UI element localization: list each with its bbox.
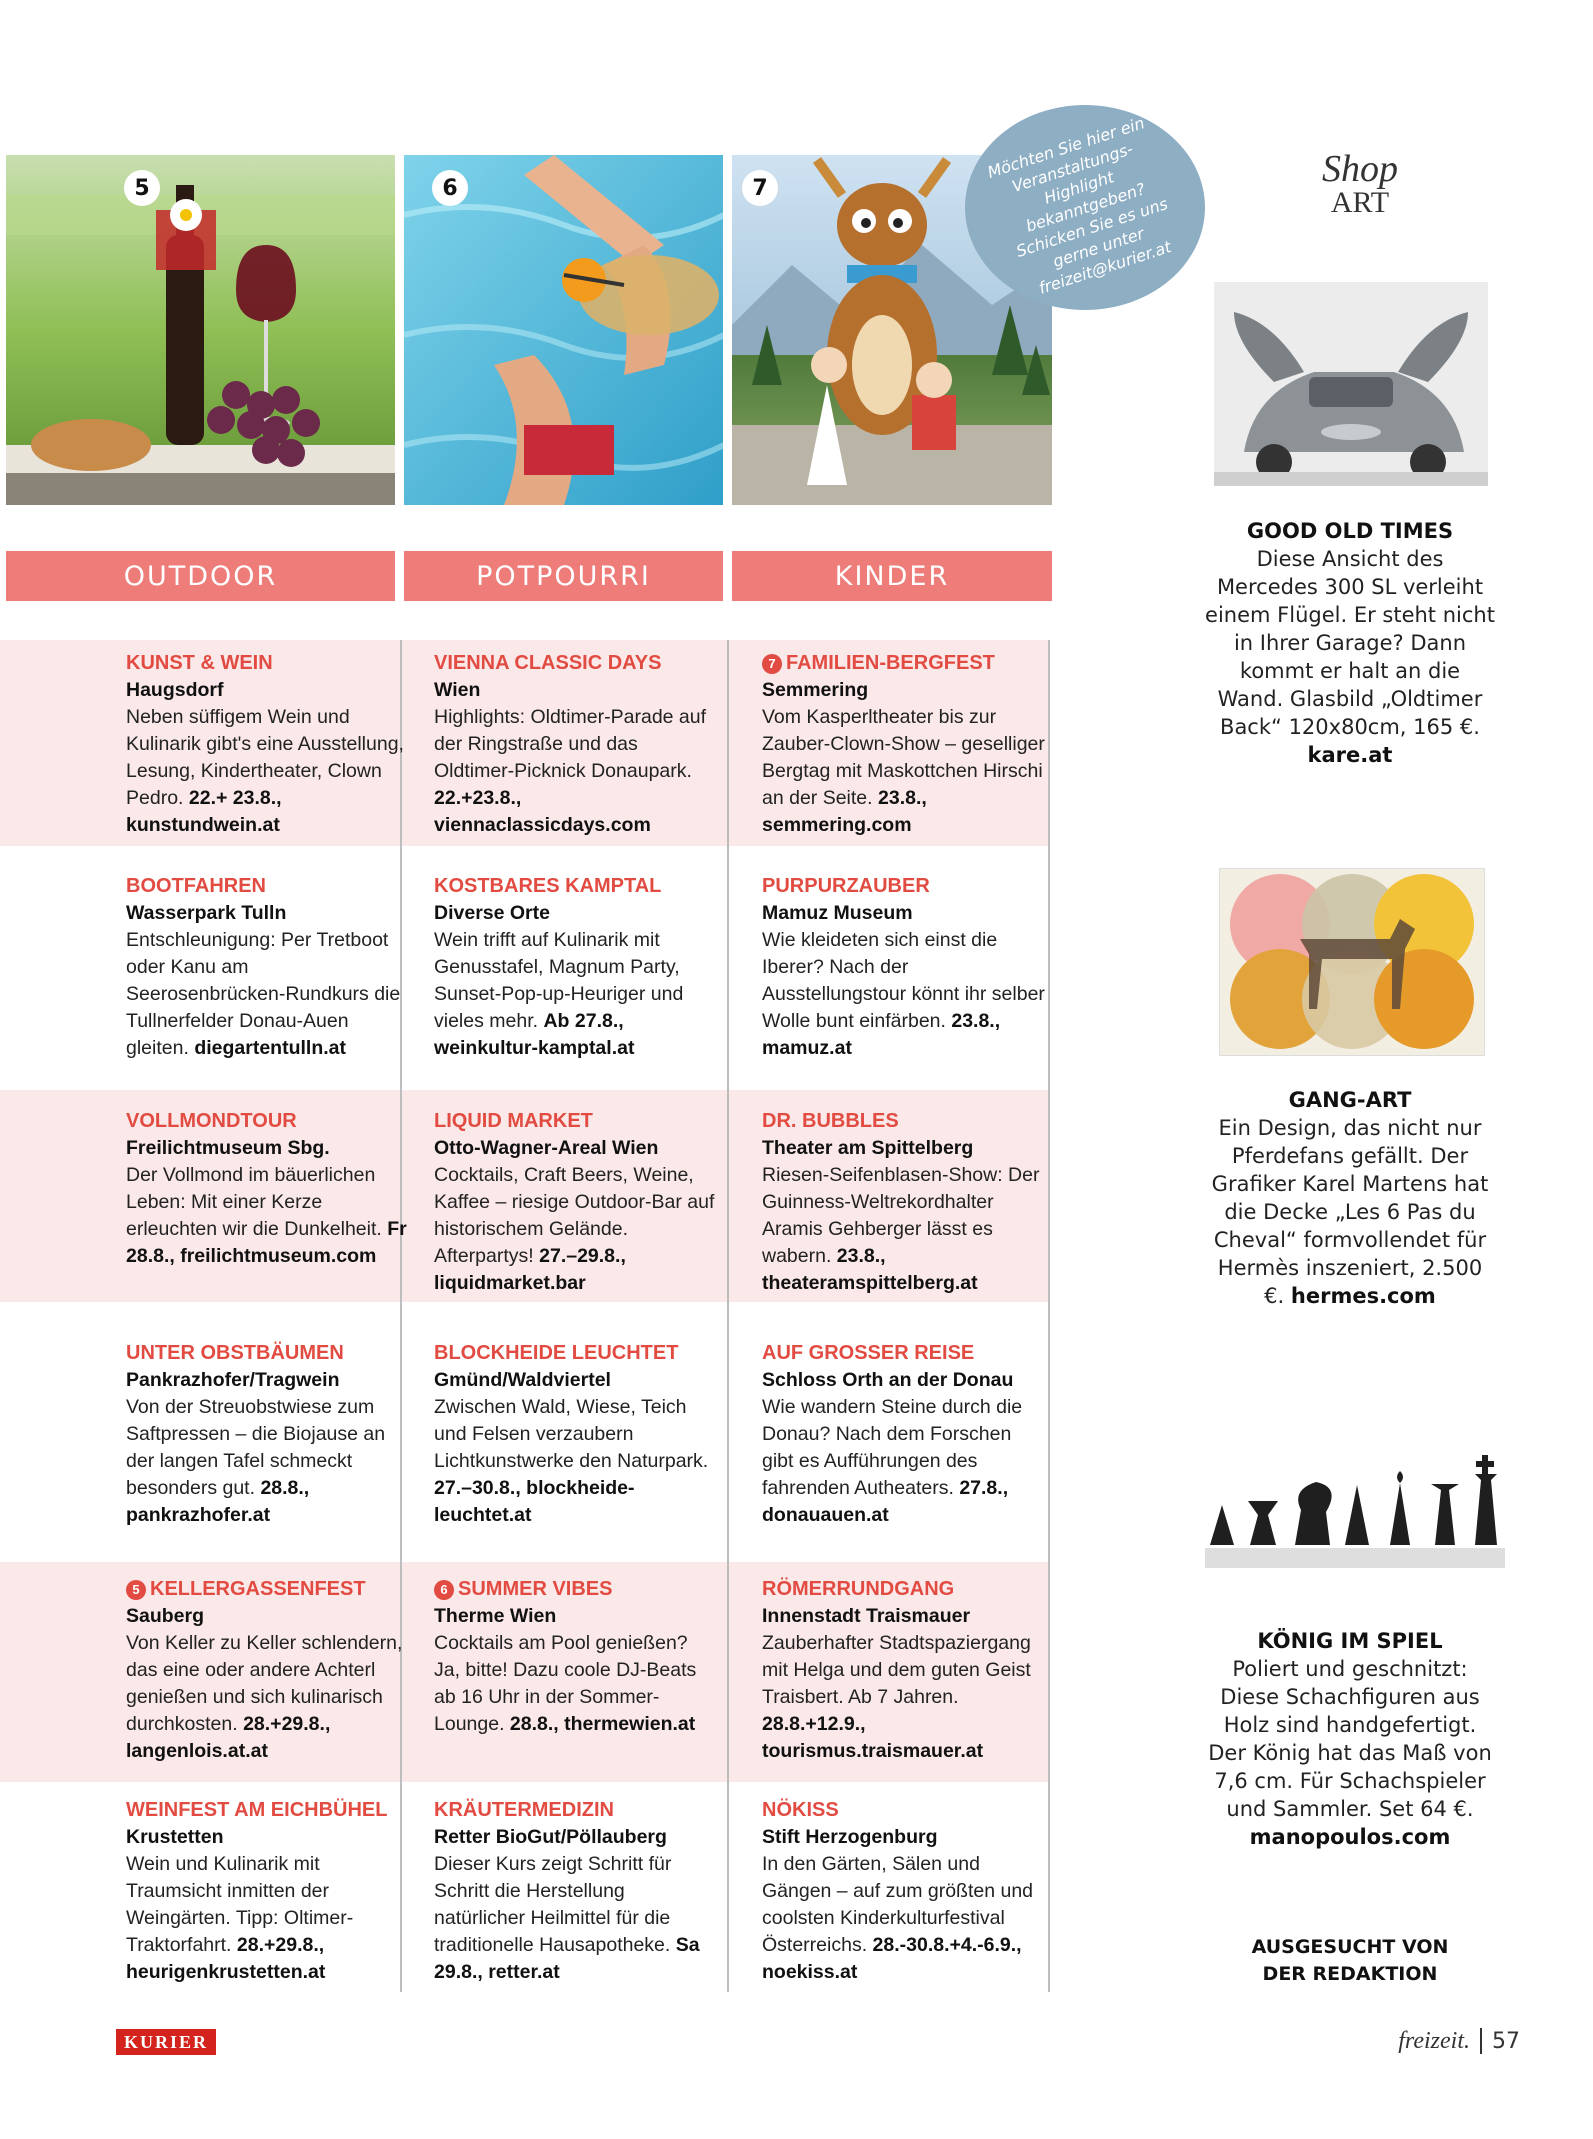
event-dr-bubbles <box>762 1108 1047 1297</box>
event-detail: 28.8., pankrazhofer.at <box>126 1477 310 1526</box>
event-detail: Fr 28.8., freilichtmuseum.com <box>126 1218 407 1267</box>
event-location: Therme Wien <box>434 1605 557 1627</box>
shop-item-good-old-times <box>1205 517 1495 769</box>
event-detail: 27.–29.8., liquidmarket.bar <box>434 1245 626 1294</box>
shop-item-title: GANG-ART <box>1288 1088 1412 1112</box>
event-detail: diegartentulln.at <box>194 1037 346 1059</box>
event-marker: 5 <box>126 1580 146 1600</box>
event-title: VIENNA CLASSIC DAYS <box>434 652 662 674</box>
event-auf-grosser-reise <box>762 1340 1047 1529</box>
event-bootfahren <box>126 873 411 1062</box>
event-roemerrundgang <box>762 1576 1047 1765</box>
event-description: Von der Streuobstwiese zum Saftpressen – die Biojause an der langen Tafel schmeckt besonders gut. <box>126 1396 386 1499</box>
event-detail: Sa 29.8., retter.at <box>434 1934 700 1983</box>
column-divider <box>400 640 402 1992</box>
event-purpurzauber <box>762 873 1047 1062</box>
editor-credit-line2: DER REDAKTION <box>1262 1963 1438 1985</box>
event-location: Wasserpark Tulln <box>126 902 287 924</box>
event-detail: 23.8., semmering.com <box>762 787 927 836</box>
event-title: KUNST & WEIN <box>126 652 273 674</box>
event-location: Schloss Orth an der Donau <box>762 1369 1014 1391</box>
event-marker: 7 <box>762 654 782 674</box>
shop-heading-line2: ART <box>1330 186 1390 219</box>
event-weinfest-eichbuehel <box>126 1797 411 1986</box>
footer-divider <box>1480 2028 1482 2054</box>
photo-number-badge: 5 <box>124 170 160 206</box>
submission-bubble-text: Möchten Sie hier ein Veranstaltungs-Highlight bekanntgeben? Schicken Sie es uns gerne unter freizeit@kurier.at <box>984 113 1174 298</box>
event-familien-bergfest <box>762 650 1047 839</box>
event-description: Cocktails am Pool genießen? Ja, bitte! Dazu coole DJ-Beats ab 16 Uhr in der Sommer-Lounge. <box>434 1632 697 1735</box>
event-title: WEINFEST AM EICHBÜHEL <box>126 1799 388 1821</box>
event-vienna-classic-days <box>434 650 719 839</box>
event-title: KRÄUTERMEDIZIN <box>434 1799 614 1821</box>
editor-credit <box>1205 1934 1495 1988</box>
shop-item-text: Ein Design, das nicht nur Pferdefans gefällt. Der Grafiker Karel Martens hat die Decke „Les 6 Pas du Cheval“ formvollendet für Hermès inszeniert, 2.500 €. <box>1211 1116 1489 1308</box>
event-location: Haugsdorf <box>126 679 224 701</box>
shop-item-link: manopoulos.com <box>1249 1825 1451 1849</box>
event-location: Otto-Wagner-Areal Wien <box>434 1137 659 1159</box>
shop-item-title: GOOD OLD TIMES <box>1246 519 1454 543</box>
photo-wine <box>6 155 395 505</box>
event-title: UNTER OBSTBÄUMEN <box>126 1342 344 1364</box>
event-description: Dieser Kurs zeigt Schritt für Schritt die Herstellung natürlicher Heilmittel für die traditionelle Hausapotheke. <box>434 1853 672 1956</box>
photo-number-badge: 6 <box>432 170 468 206</box>
event-location: Retter BioGut/Pöllauberg <box>434 1826 667 1848</box>
event-kellergassenfest <box>126 1576 411 1765</box>
event-title: KELLERGASSENFEST <box>150 1578 366 1600</box>
column-divider <box>1048 640 1050 1992</box>
event-description: Vom Kasperltheater bis zur Zauber-Clown-Show – geselliger Bergtag mit Maskottchen Hirschi an der Seite. <box>762 706 1045 809</box>
event-title: NÖKISS <box>762 1799 839 1821</box>
page-footer-right <box>1380 2024 1520 2058</box>
event-location: Mamuz Museum <box>762 902 913 924</box>
event-marker: 6 <box>434 1580 454 1600</box>
event-detail: 23.8., mamuz.at <box>762 1010 1001 1059</box>
shop-item-title: KÖNIG IM SPIEL <box>1257 1629 1443 1653</box>
event-description: Der Vollmond im bäuerlichen Leben: Mit einer Kerze erleuchten wir die Dunkelheit. <box>126 1164 382 1240</box>
event-description: Neben süffigem Wein und Kulinarik gibt's eine Ausstellung, Lesung, Kindertheater, Clown Pedro. <box>126 706 404 809</box>
event-noekiss <box>762 1797 1047 1986</box>
event-title: LIQUID MARKET <box>434 1110 593 1132</box>
event-detail: 23.8., theateramspittelberg.at <box>762 1245 978 1294</box>
event-title: VOLLMONDTOUR <box>126 1110 297 1132</box>
event-title: SUMMER VIBES <box>458 1578 613 1600</box>
event-description: Cocktails, Craft Beers, Weine, Kaffee – riesige Outdoor-Bar auf historischem Gelände. Afterpartys! <box>434 1164 715 1267</box>
editor-credit-line1: AUSGESUCHT VON <box>1251 1936 1449 1958</box>
event-kostbares-kamptal <box>434 873 719 1062</box>
event-detail: 28.+29.8., heurigenkrustetten.at <box>126 1934 326 1983</box>
event-location: Freilichtmuseum Sbg. <box>126 1137 330 1159</box>
event-title: BOOTFAHREN <box>126 875 266 897</box>
shop-item-link: kare.at <box>1307 743 1393 767</box>
event-title: KOSTBARES KAMPTAL <box>434 875 662 897</box>
shop-item-text: Diese Ansicht des Mercedes 300 SL verleiht einem Flügel. Er steht nicht in Ihrer Garage? Dann kommt er halt an die Wand. Glasbild „Oldtimer Back“ 120x80cm, 165 €. <box>1205 547 1495 739</box>
event-location: Innenstadt Traismauer <box>762 1605 971 1627</box>
event-summer-vibes <box>434 1576 719 1738</box>
photo-pool <box>404 155 723 505</box>
event-location: Semmering <box>762 679 869 701</box>
event-description: Wie kleideten sich einst die Iberer? Nach der Ausstellungstour könnt ihr selber Wolle bunt einfärben. <box>762 929 1045 1032</box>
event-detail: 28.-30.8.+4.-6.9., noekiss.at <box>762 1934 1022 1983</box>
event-detail: 28.+29.8., langenlois.at.at <box>126 1713 331 1762</box>
event-location: Stift Herzogenburg <box>762 1826 938 1848</box>
shop-item-gang-art <box>1205 1086 1495 1310</box>
event-location: Diverse Orte <box>434 902 550 924</box>
event-description: Riesen-Seifenblasen-Show: Der Guinness-Weltrekordhalter Aramis Gehberger lässt es wabern. <box>762 1164 1040 1267</box>
shop-heading-line1: Shop <box>1322 148 1398 190</box>
event-kunst-wein <box>126 650 411 839</box>
event-description: Wie wandern Steine durch die Donau? Nach dem Forschen gibt es Aufführungen des fahrenden Autheaters. <box>762 1396 1023 1499</box>
event-liquid-market <box>434 1108 719 1297</box>
shop-item-link: hermes.com <box>1290 1284 1436 1308</box>
event-detail: 27.8., donauauen.at <box>762 1477 1009 1526</box>
photo-chess-pieces <box>1195 1430 1505 1600</box>
event-title: BLOCKHEIDE LEUCHTET <box>434 1342 679 1364</box>
event-description: Von Keller zu Keller schlendern, das eine oder andere Achterl genießen und sich kulinarisch durchkosten. <box>126 1632 403 1735</box>
photo-number-badge: 7 <box>742 170 778 206</box>
event-title: RÖMERRUNDGANG <box>762 1578 955 1600</box>
event-description: Wein trifft auf Kulinarik mit Genusstafel, Magnum Party, Sunset-Pop-up-Heuriger und vieles mehr. <box>434 929 684 1032</box>
column-divider <box>727 640 729 1992</box>
event-description: Highlights: Oldtimer-Parade auf der Ringstraße und das Oldtimer-Picknick Donaupark. <box>434 706 707 782</box>
photo-horse-blanket <box>1219 868 1485 1056</box>
event-kraeutermedizin <box>434 1797 719 1986</box>
submission-bubble <box>965 105 1205 310</box>
column-header-outdoor: OUTDOOR <box>6 551 395 601</box>
event-description: Entschleunigung: Per Tretboot oder Kanu am Seerosenbrücken-Rundkurs die Tullnerfelder Donau-Auen gleiten. <box>126 929 401 1059</box>
event-unter-obstbaeumen <box>126 1340 411 1529</box>
page-number: 57 <box>1492 2028 1520 2054</box>
event-detail: 22.+ 23.8., kunstundwein.at <box>126 787 282 836</box>
event-description: Zauberhafter Stadtspaziergang mit Helga und dem guten Geist Traisbert. Ab 7 Jahren. <box>762 1632 1031 1708</box>
event-location: Pankrazhofer/Tragwein <box>126 1369 340 1391</box>
event-location: Krustetten <box>126 1826 224 1848</box>
event-detail: Ab 27.8., weinkultur-kamptal.at <box>434 1010 635 1059</box>
event-title: FAMILIEN-BERGFEST <box>786 652 995 674</box>
event-location: Gmünd/Waldviertel <box>434 1369 611 1391</box>
event-detail: 28.8.+12.9., tourismus.traismauer.at <box>762 1713 984 1762</box>
kurier-logo: KURIER <box>116 2029 216 2055</box>
photo-car-gullwing <box>1214 282 1488 486</box>
shop-heading <box>1290 150 1430 218</box>
event-location: Sauberg <box>126 1605 205 1627</box>
column-header-kinder: KINDER <box>732 551 1052 601</box>
column-header-potpourri: POTPOURRI <box>404 551 723 601</box>
event-detail: 27.–30.8., blockheide-leuchtet.at <box>434 1477 635 1526</box>
event-description: Wein und Kulinarik mit Traumsicht inmitten der Weingärten. Tipp: Oltimer-Traktorfahrt. <box>126 1853 354 1956</box>
shop-item-text: Poliert und geschnitzt: Diese Schachfiguren aus Holz sind handgefertigt. Der König hat das Maß von 7,6 cm. Für Schachspieler und Sammler. Set 64 €. <box>1208 1657 1492 1821</box>
event-detail: 28.8., thermewien.at <box>509 1713 696 1735</box>
event-detail: 22.+23.8., viennaclassicdays.com <box>434 787 651 836</box>
event-description: In den Gärten, Sälen und Gängen – auf zum größten und coolsten Kinderkulturfestival Österreichs. <box>762 1853 1034 1956</box>
event-vollmondtour <box>126 1108 411 1270</box>
event-title: DR. BUBBLES <box>762 1110 899 1132</box>
event-description: Zwischen Wald, Wiese, Teich und Felsen verzaubern Lichtkunstwerke den Naturpark. <box>434 1396 709 1472</box>
event-title: AUF GROSSER REISE <box>762 1342 975 1364</box>
event-title: PURPURZAUBER <box>762 875 930 897</box>
magazine-name: freizeit. <box>1398 2027 1470 2054</box>
event-location: Wien <box>434 679 481 701</box>
event-location: Theater am Spittelberg <box>762 1137 974 1159</box>
shop-item-koenig-im-spiel <box>1205 1627 1495 1851</box>
event-blockheide-leuchtet <box>434 1340 719 1529</box>
